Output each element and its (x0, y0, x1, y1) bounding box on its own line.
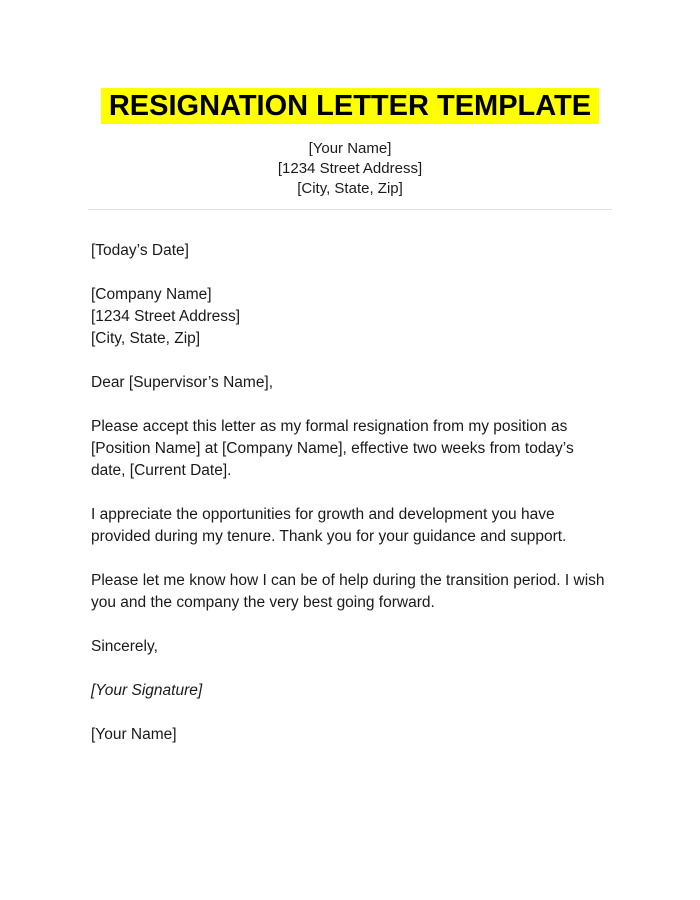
letter-body (0, 210, 700, 746)
signer-name: [Your Name] (91, 726, 177, 743)
recipient-street: [1234 Street Address] (91, 308, 241, 325)
page-title: RESIGNATION LETTER TEMPLATE (101, 88, 599, 124)
sender-name: [Your Name] (308, 140, 392, 157)
closing: Sincerely, (91, 638, 158, 655)
signature-line: [Your Signature] (91, 682, 203, 699)
date-line: [Today’s Date] (91, 242, 189, 259)
recipient-city: [City, State, Zip] (91, 330, 201, 347)
sender-block (0, 139, 700, 199)
sender-city: [City, State, Zip] (297, 180, 403, 197)
title-row (0, 88, 700, 124)
paragraph-resignation: Please accept this letter as my formal resignation from my position as [Position Name] at [Company Name], effective two weeks from today’s date, [Current Date]. (91, 418, 574, 479)
paragraph-transition: Please let me know how I can be of help during the transition period. I wish you and the company the very best going forward. (91, 572, 605, 611)
sender-street: [1234 Street Address] (277, 160, 423, 177)
recipient-company: [Company Name] (91, 286, 212, 303)
recipient-block (91, 284, 610, 350)
salutation: Dear [Supervisor’s Name], (91, 374, 274, 391)
paragraph-appreciation: I appreciate the opportunities for growth and development you have provided during my tenure. Thank you for your guidance and support. (91, 506, 567, 545)
